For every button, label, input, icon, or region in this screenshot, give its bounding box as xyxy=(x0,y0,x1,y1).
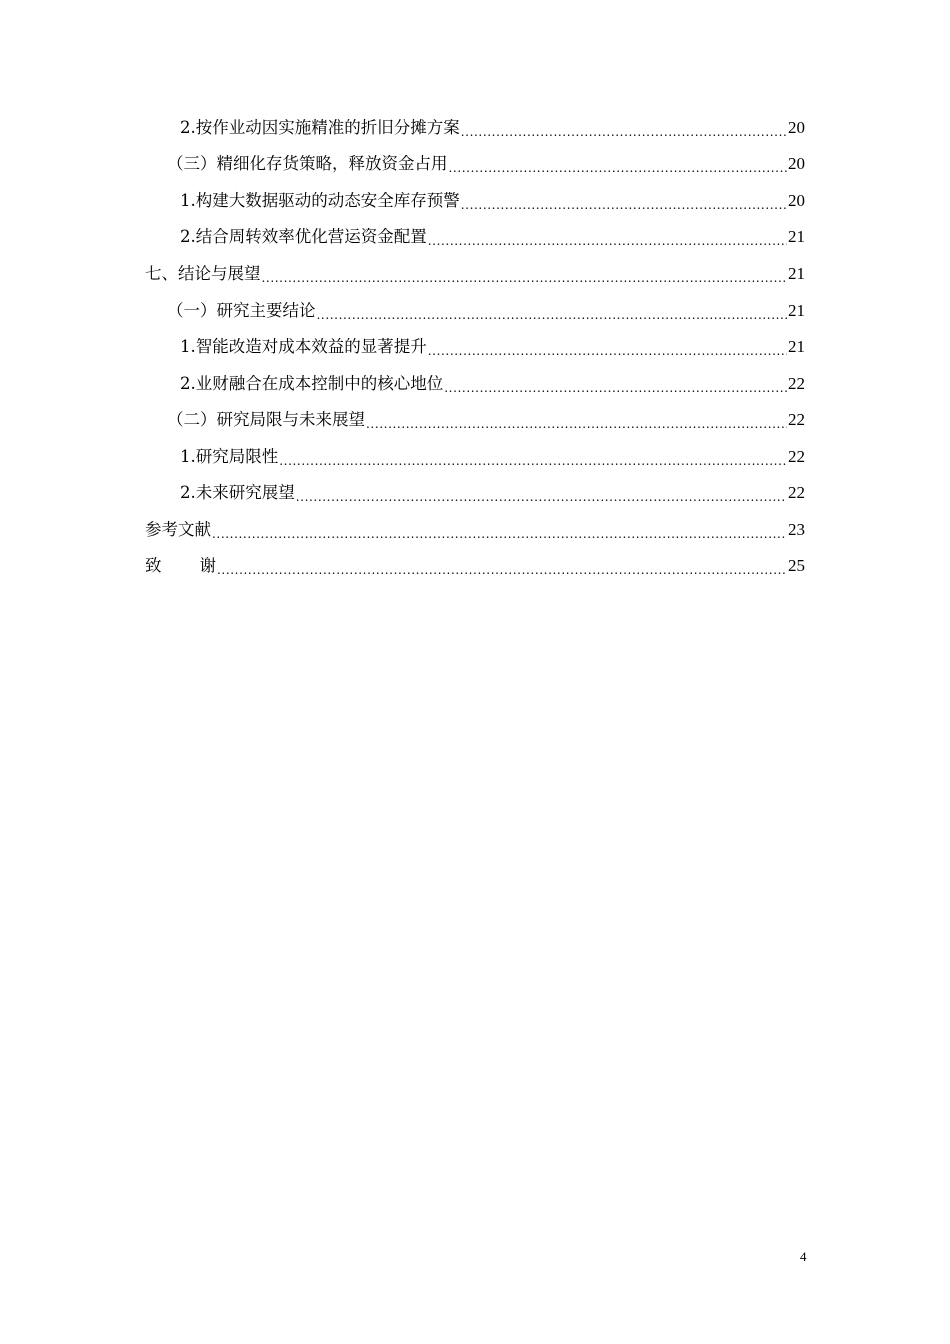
toc-entry-title: 2.按作业动因实施精准的折旧分摊方案 xyxy=(180,118,460,137)
toc-entry-title: 2.未来研究展望 xyxy=(180,483,295,502)
toc-entry-title: （二）研究局限与未来展望 xyxy=(167,410,365,429)
toc-entry[interactable] xyxy=(145,263,805,285)
table-of-contents xyxy=(0,0,950,600)
toc-entry-page: 22 xyxy=(788,374,805,393)
toc-entry-title: 1.构建大数据驱动的动态安全库存预警 xyxy=(180,191,460,210)
toc-entry-title: 七、结论与展望 xyxy=(145,264,261,283)
toc-entry-page: 25 xyxy=(788,556,805,575)
toc-leader-dots xyxy=(428,226,787,248)
toc-entry-page: 20 xyxy=(788,191,805,210)
toc-leader-dots xyxy=(366,409,787,431)
toc-entry-title: 2.结合周转效率优化营运资金配置 xyxy=(180,227,427,246)
toc-entry-title: （三）精细化存货策略，释放资金占用 xyxy=(167,154,448,173)
toc-entry-title: 2.业财融合在成本控制中的核心地位 xyxy=(180,374,444,393)
toc-entry-page: 20 xyxy=(788,118,805,137)
toc-entry-title: （一）研究主要结论 xyxy=(167,301,316,320)
toc-entry[interactable] xyxy=(145,555,805,577)
toc-entry-title: 参考文献 xyxy=(145,520,211,539)
toc-entry-title-char: 谢 xyxy=(199,556,216,575)
toc-entry-page: 21 xyxy=(788,227,805,246)
toc-entry-page: 22 xyxy=(788,483,805,502)
toc-entry-page: 21 xyxy=(788,301,805,320)
toc-entry-page: 23 xyxy=(788,520,805,539)
toc-entry-page: 21 xyxy=(788,264,805,283)
toc-entry[interactable] xyxy=(180,482,805,504)
toc-entry-page: 21 xyxy=(788,337,805,356)
toc-entry-page: 22 xyxy=(788,447,805,466)
toc-entry[interactable] xyxy=(145,519,805,541)
toc-leader-dots xyxy=(449,153,788,175)
toc-entry-title xyxy=(145,555,216,577)
toc-leader-dots xyxy=(212,519,787,541)
toc-entry-title-char: 致 xyxy=(145,556,162,575)
toc-leader-dots xyxy=(217,555,787,577)
toc-entry[interactable] xyxy=(180,446,805,468)
toc-entry[interactable] xyxy=(180,373,805,395)
toc-leader-dots xyxy=(317,300,788,322)
toc-leader-dots xyxy=(279,446,787,468)
toc-entry[interactable] xyxy=(180,190,805,212)
page-number: 4 xyxy=(800,1249,807,1264)
toc-leader-dots xyxy=(444,373,787,395)
toc-entry[interactable] xyxy=(167,300,805,322)
toc-leader-dots xyxy=(296,482,787,504)
toc-entry-title: 1.研究局限性 xyxy=(180,447,279,466)
toc-entry[interactable] xyxy=(180,226,805,248)
toc-entry[interactable] xyxy=(167,153,805,175)
toc-entry[interactable] xyxy=(180,117,805,139)
toc-entry[interactable] xyxy=(167,409,805,431)
toc-entry-page: 22 xyxy=(788,410,805,429)
toc-leader-dots xyxy=(461,117,787,139)
toc-entry[interactable] xyxy=(180,336,805,358)
toc-leader-dots xyxy=(461,190,787,212)
toc-entry-title: 1.智能改造对成本效益的显著提升 xyxy=(180,337,427,356)
toc-entry-page: 20 xyxy=(788,154,805,173)
toc-leader-dots xyxy=(428,336,787,358)
toc-leader-dots xyxy=(262,263,788,285)
